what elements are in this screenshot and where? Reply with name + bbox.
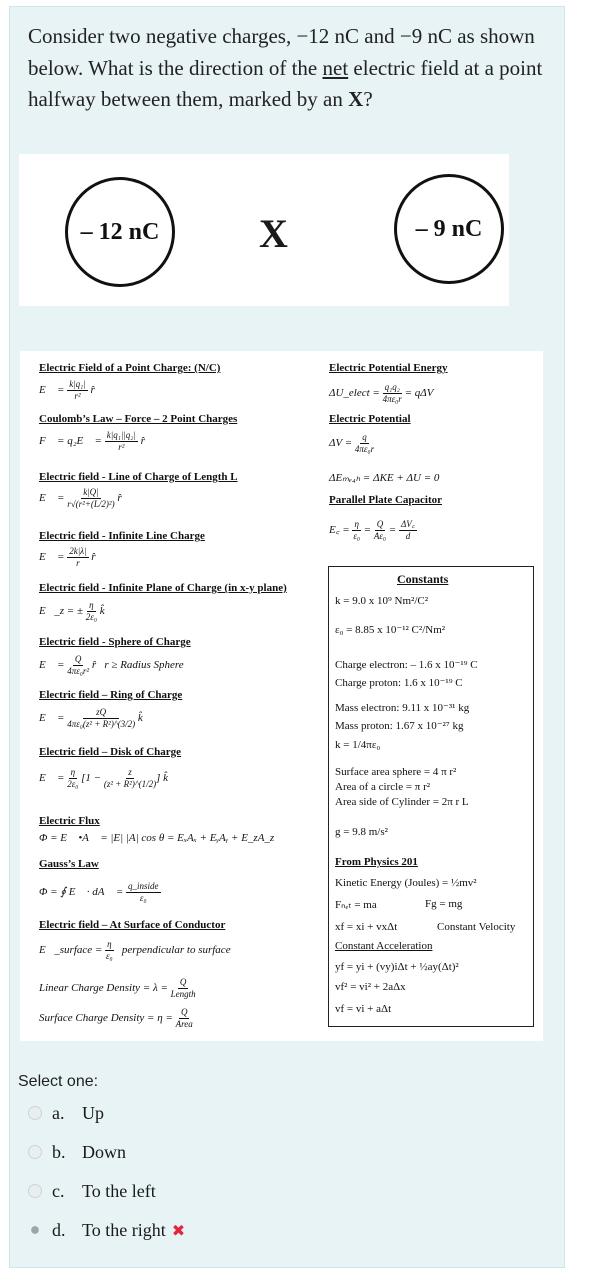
right-charge-circle: [394, 174, 504, 284]
constant-k: k = 9.0 x 10⁹ Nm²/C²: [335, 595, 429, 607]
sphere-area: Surface area sphere = 4 π r²: [335, 766, 457, 778]
cylinder-area: Area side of Cylinder = 2π r L: [335, 796, 469, 808]
question-part-2: electric field at a point halfway between them, marked by an: [28, 55, 543, 111]
infinite-plane-heading: Electric field - Infinite Plane of Charge (in x-y plane): [39, 582, 287, 594]
constant-eps: ε₀ = 8.85 x 10⁻¹² C²/Nm²: [335, 624, 446, 636]
formula-sheet: [20, 351, 543, 1041]
radio-c[interactable]: [28, 1184, 42, 1198]
line-length-eq: E⃗ = $\frac{k|Q|}{\text{r√(r²+(L/2)²)}}$ r̂: [39, 487, 122, 509]
surface-frac-num: Q: [180, 1007, 188, 1017]
left-charge-circle: [65, 177, 175, 287]
surface-frac-den: Area: [175, 1019, 193, 1029]
question-part-3: ?: [363, 87, 373, 111]
point-charge-heading: Electric Field of a Point Charge: (N/C): [39, 362, 221, 374]
vf-eq: vf = vi + aΔt: [335, 1003, 392, 1015]
emech-eq: ΔEₘₑ₄ₕ = ΔKE + ΔU = 0: [329, 472, 440, 484]
charge-electron: Charge electron: – 1.6 x 10⁻¹⁹ C: [335, 659, 478, 671]
sphere-heading: Electric field - Sphere of Charge: [39, 636, 191, 648]
conductor-eq: E⃗_surface = $\frac{\eta}{\text{ε₀}}$ perpendicular to surface: [39, 939, 231, 961]
option-c-text: To the left: [82, 1180, 156, 1201]
x-word: X: [348, 87, 364, 111]
xf-eq: xf = xi + vxΔt: [335, 921, 398, 933]
mass-proton: Mass proton: 1.67 x 10⁻²⁷ kg: [335, 720, 464, 732]
conductor-heading: Electric field – At Surface of Conductor: [39, 919, 226, 931]
option-c[interactable]: [28, 1178, 156, 1204]
flux-heading: Electric Flux: [39, 815, 100, 827]
gravity: g = 9.8 m/s²: [335, 826, 388, 838]
potential-eq: ΔV = $\frac{q}{\text{4πε₀r}}$: [329, 432, 375, 454]
sphere-condition: r ≥ Radius Sphere: [104, 659, 184, 672]
option-d[interactable]: [28, 1217, 185, 1243]
charge-proton: Charge proton: 1.6 x 10⁻¹⁹ C: [335, 677, 463, 689]
option-d-text: To the right: [82, 1219, 166, 1240]
coulomb-eq: F⃗ = q₂E⃗ = $\frac{\text{k|q₁||q₂|}}{\text{r²}}$ r̂: [39, 430, 145, 452]
line-length-heading: Electric field - Line of Charge of Length L: [39, 471, 238, 483]
incorrect-cross-icon: ✖: [171, 1220, 186, 1240]
radio-a[interactable]: [28, 1106, 42, 1120]
infinite-line-heading: Electric field - Infinite Line Charge: [39, 530, 205, 542]
fnet: Fₙₑₜ = ma: [335, 899, 377, 911]
ring-heading: Electric field – Ring of Charge: [39, 689, 183, 701]
parallel-plate-eq: E꜀ = $\frac{\eta}{\text{ε₀}}$ = $\frac{Q}{\text{Aε₀}}$ = $\frac{\Delta V꜀}{d}$: [329, 519, 415, 541]
parallel-plate-heading: Parallel Plate Capacitor: [329, 494, 443, 506]
option-b-text: Down: [82, 1141, 126, 1162]
vf2-eq: vf² = vi² + 2aΔx: [335, 981, 406, 993]
potential-energy-heading: Electric Potential Energy: [329, 362, 448, 374]
linear-density-label: Linear Charge Density = λ =: [39, 982, 168, 995]
net-word: net: [322, 55, 349, 80]
mass-electron: Mass electron: 9.11 x 10⁻³¹ kg: [335, 702, 470, 714]
gauss-eq: Φ = ∮ E⃗ · dA⃗ = $\frac{\text{q\_inside}}{\text{ε₀}}$: [39, 881, 159, 903]
coulomb-heading: Coulomb’s Law – Force – 2 Point Charges: [39, 413, 238, 425]
linear-frac-num: Q: [179, 977, 187, 987]
constant-acceleration: Constant Acceleration: [335, 940, 433, 952]
surface-density-eq: [39, 1007, 193, 1030]
circle-area: Area of a circle = π r²: [335, 781, 431, 793]
disk-eq: E⃗ = $\frac{\eta}{\text{2ε₀}}$ [1 − $\frac{z}{\text{(z² + R²)\textasciicircum{}(1/2)}}$ ] k̂: [39, 767, 169, 789]
infinite-plane-eq: E⃗_z = ± $\frac{\eta}{\text{2ε₀}}$ k̂: [39, 600, 105, 622]
midpoint-x: X: [259, 211, 288, 256]
constants-title: Constants: [397, 572, 449, 586]
gauss-heading: Gauss’s Law: [39, 858, 99, 870]
potential-energy-eq: ΔU_elect = $\frac{\text{q₁q₂}}{\text{4πε₀r}}$ = qΔV: [329, 382, 434, 404]
disk-heading: Electric field – Disk of Charge: [39, 746, 182, 758]
option-b-letter: b.: [52, 1141, 66, 1162]
radio-d-selected[interactable]: [31, 1226, 39, 1234]
kinetic-energy: Kinetic Energy (Joules) = ½mv²: [335, 877, 477, 889]
point-charge-eq: E⃗ = $\frac{\text{k|q₁|}}{\text{r²}}$ r̂: [39, 379, 95, 401]
option-a-letter: a.: [52, 1102, 65, 1123]
linear-density-eq: [39, 977, 196, 1000]
constant-velocity: Constant Velocity: [437, 921, 516, 933]
question-part-1: Consider two negative charges, −12 nC and −9 nC as shown below. What is the direction of the: [28, 24, 535, 80]
option-a[interactable]: [28, 1100, 104, 1126]
yf-eq: yf = yi + (vy)iΔt + ½ay(Δt)²: [335, 961, 459, 973]
infinite-line-eq: E⃗ = $\frac{2k|\lambda|}{r}$ r̂: [39, 546, 96, 568]
linear-frac-den: Length: [170, 989, 196, 999]
constants-box: [328, 566, 534, 1027]
conductor-note: perpendicular to surface: [121, 944, 231, 957]
question-text: [28, 21, 548, 116]
select-one-label: Select one:: [18, 1073, 99, 1090]
left-charge-label: – 12 nC: [80, 218, 160, 245]
option-d-letter: d.: [52, 1219, 66, 1240]
option-a-text: Up: [82, 1102, 104, 1123]
flux-eq: Φ = E⃗ •A⃗ = |E| |A| cos θ = EₓAₓ + EᵧAᵧ + E_zA_z: [39, 832, 275, 844]
fg: Fg = mg: [425, 898, 463, 910]
option-b[interactable]: [28, 1139, 126, 1165]
surface-density-label: Surface Charge Density = η =: [39, 1012, 173, 1025]
sphere-eq: E⃗ = $\frac{Q}{\text{4πε₀r²}}$ r̂ r ≥ Radius Sphere: [39, 654, 184, 676]
constant-k-alt: k = 1/4πε₀: [335, 739, 381, 751]
charges-figure: [19, 154, 509, 306]
right-charge-label: – 9 nC: [415, 215, 483, 242]
radio-b[interactable]: [28, 1145, 42, 1159]
potential-heading: Electric Potential: [329, 413, 411, 425]
physics201-heading: From Physics 201: [335, 856, 418, 868]
ring-eq: E⃗ = $\frac{zQ}{\text{4πε₀(z² + R²)\textasciicircum{}(3/2)}}$ k̂: [39, 707, 143, 729]
option-c-letter: c.: [52, 1180, 65, 1201]
